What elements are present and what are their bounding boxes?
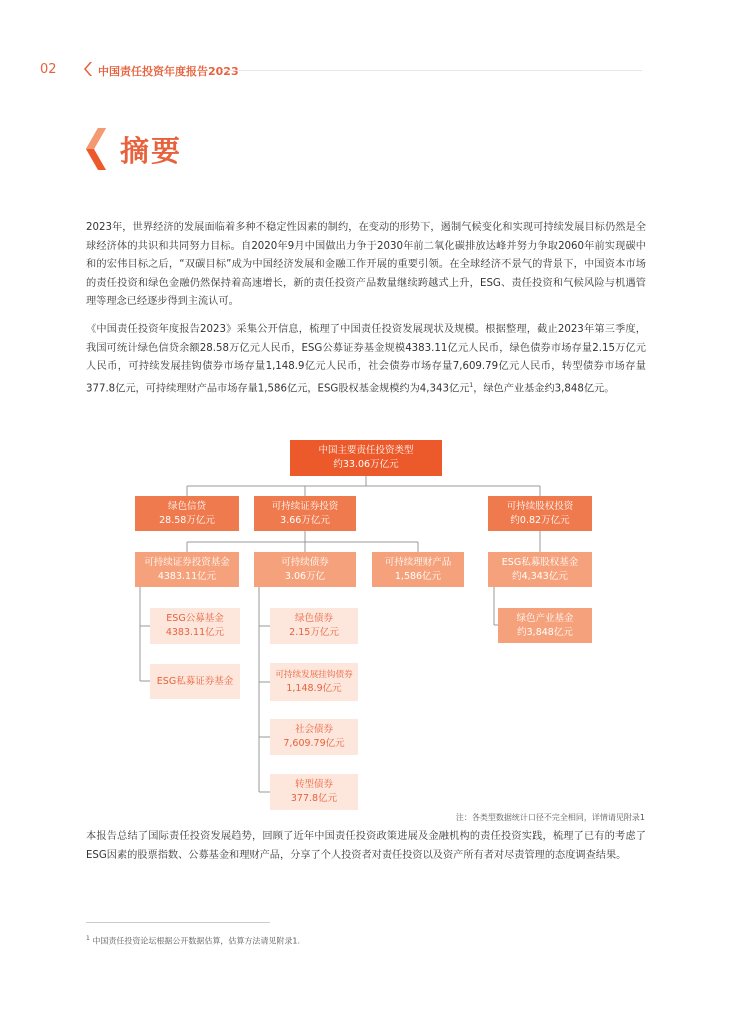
paragraph-summary: 本报告总结了国际责任投资发展趋势，回顾了近年中国责任投资政策进展及金融机构的责任投资实践，梳理了已有的考虑了ESG因素的股票指数、公募基金和理财产品，分享了个人投资者对责任投资以及资产所有者对尽责管理的态度调查结果。	[86, 831, 646, 861]
footnote-divider	[86, 922, 270, 923]
chart-node-sustainable-equity	[488, 496, 592, 531]
node-value: 3.06万亿	[284, 570, 326, 582]
paragraph-scale-text: 《中国责任投资年度报告2023》采集公开信息，梳理了中国责任投资发展现状及规模。根据整理，截止2023年第三季度，我国可统计绿色信贷余额28.58万亿元人民币，ESG公募证券基金规模4383.11亿元人民币，绿色债券市场存量2.15万亿元人民币，可持续发展挂钩债券市场存量1,148.9亿元人民币，社会债券市场存量7,609.79亿元人民币，转型债券市场存量377.8亿元，可持续理财产品市场存量1,586亿元，ESG股权基金规模约为4,343亿元	[86, 324, 646, 395]
chart-node-esg-private-fund	[150, 664, 240, 699]
footnote-text: 中国责任投资论坛根据公开数据估算，估算方法请见附录1.	[92, 936, 301, 946]
node-value: 约3,848亿元	[517, 626, 573, 638]
node-label: ESG公募基金	[166, 613, 224, 624]
chart-node-sustainable-securities	[254, 496, 356, 531]
node-value: 2.15万亿元	[289, 627, 339, 638]
node-label: 绿色债券	[294, 613, 333, 624]
report-title: 中国责任投资年度报告2023	[98, 65, 239, 78]
node-value: 1,148.9亿元	[286, 683, 342, 694]
chart-node-sustainable-bonds	[254, 552, 356, 587]
node-value: 3.66万亿元	[280, 514, 330, 526]
footnote-marker: 1	[86, 935, 90, 942]
node-label: 社会债券	[294, 724, 333, 735]
node-label: 可持续理财产品	[384, 556, 452, 568]
page-number: 02	[40, 62, 57, 77]
node-label: 中国主要责任投资类型	[318, 445, 414, 456]
node-label: 绿色产业基金	[516, 612, 574, 624]
node-label: 可持续证券投资基金	[144, 556, 230, 568]
node-label: 可持续发展挂钩债券	[275, 670, 353, 680]
node-label: ESG私募股权基金	[501, 556, 579, 568]
chart-node-slb	[270, 663, 358, 701]
chart-node-social-bonds	[270, 719, 358, 755]
node-value: 约0.82万亿元	[510, 514, 570, 526]
node-value: 约33.06万亿元	[333, 459, 399, 470]
node-value: 1,586亿元	[394, 570, 442, 582]
node-value: 28.58万亿元	[159, 514, 215, 526]
node-value: 4383.11亿元	[165, 627, 225, 638]
footnote-ref: 1	[469, 381, 474, 389]
chart-node-green-industry-fund	[498, 608, 592, 643]
chart-node-securities-fund	[135, 552, 239, 587]
footnote	[86, 935, 300, 947]
page-title: 摘要	[120, 134, 183, 168]
node-label: 可持续股权投资	[506, 500, 574, 512]
node-label: 可持续证券投资	[271, 500, 339, 512]
node-value: 7,609.79亿元	[283, 738, 345, 749]
chart-node-green-credit	[135, 496, 239, 531]
paragraph-scale-tail: ，绿色产业基金约3,848亿元。	[473, 383, 615, 395]
chart-node-wealth-products	[372, 552, 464, 587]
chart-note: 注：各类型数据统计口径不完全相同，详情请见附录1	[455, 813, 645, 822]
chart-node-esg-public-fund	[150, 608, 240, 644]
node-label: 绿色信贷	[167, 500, 206, 512]
paragraph-intro: 2023年，世界经济的发展面临着多种不稳定性因素的制约，在变动的形势下，遏制气候变化和实现可持续发展目标仍然是全球经济体的共识和共同努力目标。自2020年9月中国做出力争于2030年前二氧化碳排放达峰并努力争取2060年前实现碳中和的宏伟目标之后，“双碳目标”成为中国经济发展和金融工作开展的重要引领。在全球经济不景气的背景下，中国资本市场的责任投资和绿色金融仍然保持着高速增长，新的责任投资产品数量继续跨越式上升，ESG、责任投资和气候风险与机遇管理等理念已经逐步得到主流认可。	[86, 222, 646, 308]
chart-node-green-bonds	[270, 608, 358, 644]
node-label: ESG私募证券基金	[156, 675, 234, 687]
chart-node-esg-pe-fund	[488, 552, 592, 587]
node-label: 转型债券	[294, 779, 333, 790]
chart-node-root	[290, 440, 442, 476]
node-value: 377.8亿元	[290, 793, 338, 804]
chart-node-transition-bonds	[270, 774, 358, 810]
node-label: 可持续债券	[281, 556, 329, 568]
node-value: 4383.11亿元	[157, 570, 217, 582]
node-value: 约4,343亿元	[512, 570, 568, 582]
